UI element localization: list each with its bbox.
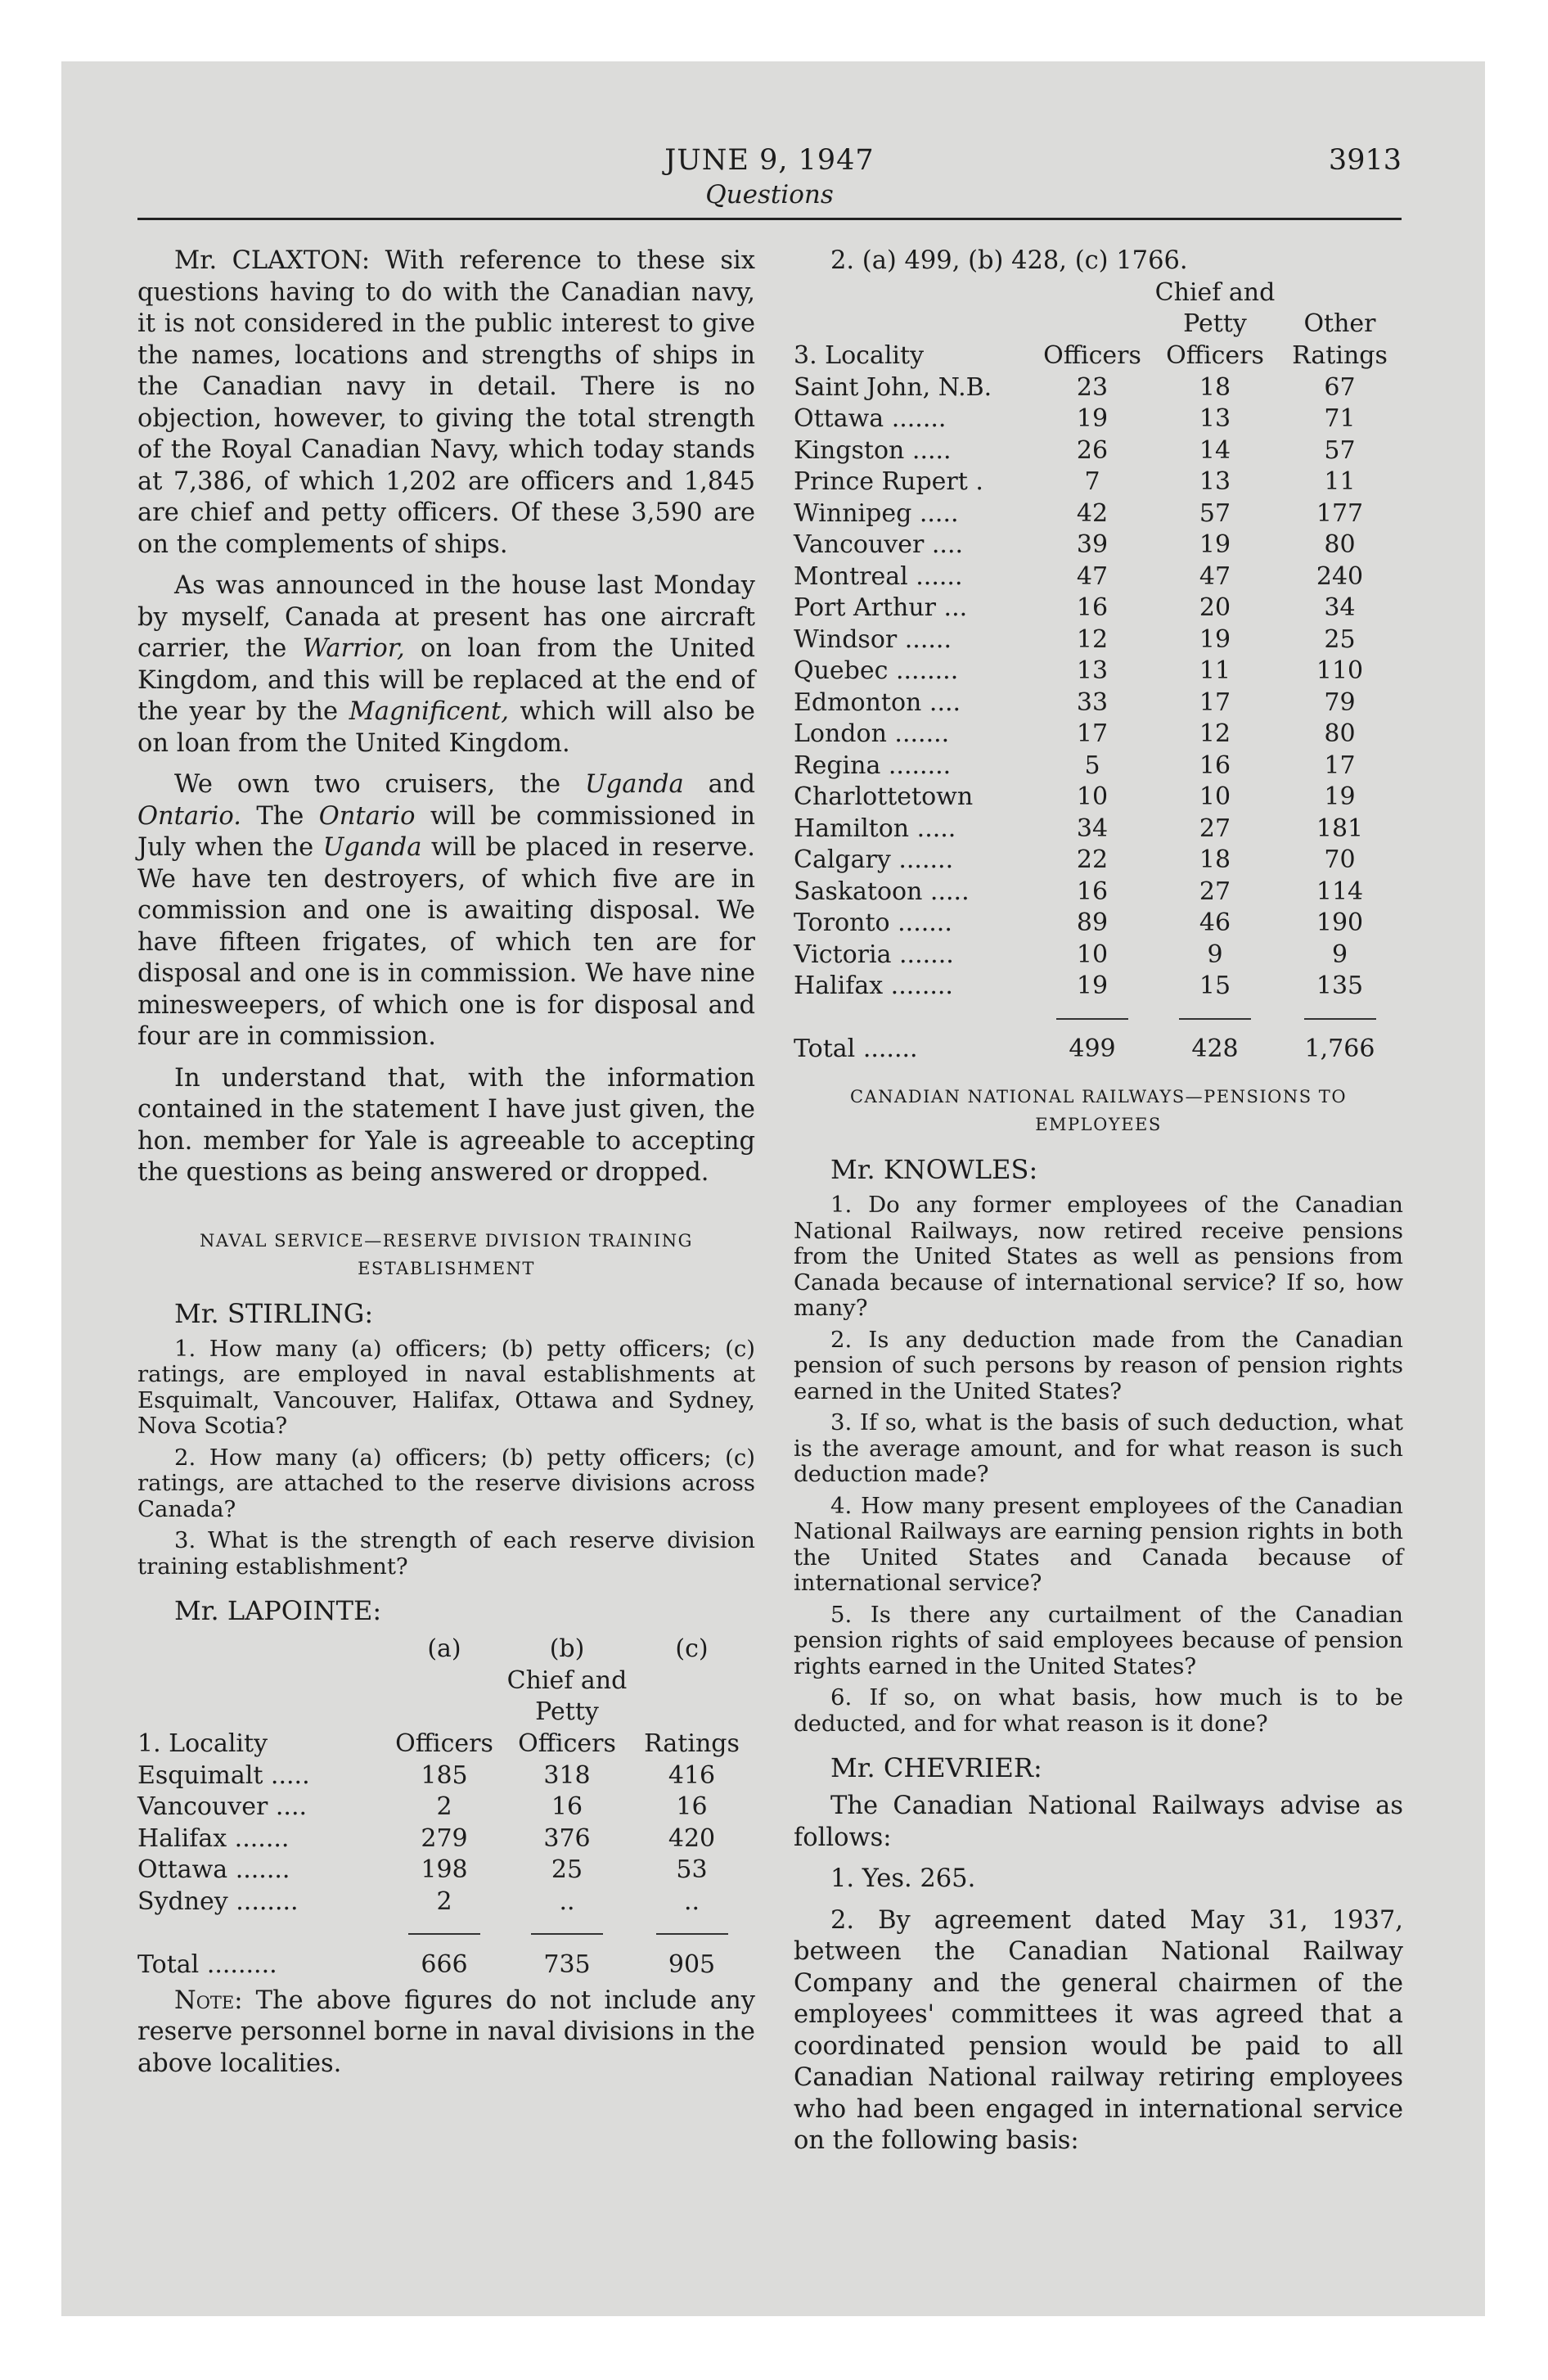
value-cell: 5	[1084, 751, 1100, 780]
value-cell: 89	[1076, 908, 1109, 938]
table-header-cell	[137, 1634, 383, 1666]
table-row	[137, 1792, 755, 1823]
chevrier-paragraph-2: 1. Yes. 265.	[830, 1864, 976, 1893]
value-cell: 19	[1199, 624, 1231, 654]
left-column	[137, 246, 755, 2089]
cnr-caption-line-2: EMPLOYEES	[1035, 1115, 1162, 1134]
table-row	[137, 1886, 755, 1918]
header-other: Other	[1303, 309, 1376, 339]
table-header-row	[794, 309, 1403, 340]
locality-cell: London .......	[794, 719, 950, 749]
text-span: will be commissioned in July when the	[137, 801, 755, 862]
value-cell: 7	[1084, 467, 1100, 497]
ship-name: Uganda	[322, 833, 422, 862]
value-cell: 17	[1324, 751, 1356, 780]
text-span: which will also be on loan from the United Kingdom.	[137, 697, 755, 758]
table-row	[794, 845, 1403, 877]
note-label: Note:	[174, 1986, 243, 2015]
rule-cell	[1031, 1002, 1154, 1034]
table-header-row	[794, 277, 1403, 309]
value-cell: 19	[1076, 404, 1109, 434]
value-cell: 25	[551, 1855, 583, 1885]
value-cell: 185	[421, 1760, 468, 1790]
table-header-cell	[1031, 309, 1154, 340]
rule-line	[1056, 1018, 1128, 1020]
table-row	[794, 498, 1403, 530]
header-officers: Officers	[1043, 340, 1141, 370]
locality-cell: Calgary .......	[794, 845, 954, 875]
value-cell: 12	[1076, 624, 1109, 654]
value-cell: 39	[1076, 530, 1109, 560]
rule-line	[1304, 1018, 1376, 1020]
value-cell: 11	[1324, 467, 1356, 497]
header-ratings: Ratings	[644, 1729, 740, 1758]
table-header-cell	[383, 1666, 506, 1697]
knowles-question-5: 5. Is there any curtailment of the Canadian pension rights of said employees because of pension rights earned in the United States?	[794, 1601, 1403, 1679]
value-cell: 80	[1324, 530, 1356, 560]
claxton-paragraph-4: In understand that, with the information contained in the statement I have just given, the hon. member for Yale is agreeable to accepting the questions as being answered or dropped.	[137, 1063, 755, 1187]
value-cell: 27	[1199, 877, 1231, 906]
reserve-division-table	[794, 277, 1403, 1066]
header-petty: Petty	[535, 1697, 599, 1727]
table-row	[794, 561, 1403, 593]
reserve-strength-table	[137, 1634, 755, 1981]
speaker-claxton: Mr. CLAXTON:	[174, 246, 371, 275]
table-header-cell	[383, 1697, 506, 1729]
value-cell: 46	[1199, 908, 1231, 938]
locality-cell: Saint John, N.B.	[794, 372, 992, 402]
locality-cell: Prince Rupert .	[794, 467, 983, 497]
total-row	[794, 1034, 1403, 1066]
rule-cell	[1154, 1002, 1276, 1034]
naval-service-caption-line-2: ESTABLISHMENT	[358, 1258, 535, 1278]
value-cell: ..	[683, 1886, 700, 1916]
rule-line	[1179, 1018, 1251, 1020]
total-row	[137, 1949, 755, 1981]
value-cell: 20	[1199, 593, 1231, 623]
table-note	[137, 1986, 755, 2080]
column-letter-a: (a)	[427, 1634, 461, 1664]
value-cell: 47	[1076, 561, 1109, 591]
value-cell: 17	[1076, 719, 1109, 749]
ship-name: Uganda	[584, 770, 684, 799]
table-header-cell	[137, 1666, 383, 1697]
value-cell: 2	[436, 1886, 452, 1916]
table-header-row	[137, 1634, 755, 1666]
value-cell: 2	[436, 1792, 452, 1822]
locality-cell: Halifax .......	[137, 1823, 290, 1853]
table-row	[794, 876, 1403, 908]
ship-name: Ontario	[318, 801, 416, 831]
answer-2: 2. (a) 499, (b) 428, (c) 1766.	[830, 246, 1188, 275]
value-cell: 18	[1199, 372, 1231, 402]
table-header-row	[137, 1729, 755, 1760]
table-row	[794, 908, 1403, 940]
right-column	[794, 246, 1403, 2167]
value-cell: 13	[1076, 656, 1109, 686]
value-cell: 110	[1316, 656, 1364, 686]
text-span: The	[241, 801, 319, 831]
locality-cell: Ottawa .......	[137, 1855, 290, 1885]
table-header-cell	[794, 277, 1031, 309]
header-date: JUNE 9, 1947	[664, 144, 875, 177]
total-value: 666	[421, 1950, 468, 1979]
header-petty-officers: Officers	[518, 1729, 616, 1758]
table-header-cell	[137, 1697, 383, 1729]
locality-cell: Regina ........	[794, 751, 952, 780]
table-row	[794, 782, 1403, 814]
locality-cell: Toronto .......	[794, 908, 952, 938]
locality-cell: Windsor ......	[794, 624, 952, 654]
value-cell: ..	[559, 1886, 575, 1916]
table-row	[794, 403, 1403, 435]
locality-cell: Winnipeg .....	[794, 498, 959, 528]
knowles-question-1: 1. Do any former employees of the Canadian National Railways, now retired receive pensions from the United States as well as pensions from Canada because of international service? If so, how many?	[794, 1192, 1403, 1321]
value-cell: 19	[1199, 530, 1231, 560]
note-text: The above figures do not include any reserve personnel borne in naval divisions in the above localities.	[137, 1986, 755, 2078]
text-span: on loan from the United Kingdom, and this will be replaced at the end of the year by the	[137, 634, 755, 726]
total-rule-row	[794, 1002, 1403, 1034]
page-number: 3913	[1328, 144, 1402, 177]
value-cell: 181	[1316, 814, 1364, 843]
value-cell: 16	[1199, 751, 1231, 780]
value-cell: 34	[1324, 593, 1356, 623]
table-row	[794, 593, 1403, 624]
locality-cell: Ottawa .......	[794, 404, 947, 434]
stirling-question-3: 3. What is the strength of each reserve division training establishment?	[137, 1527, 755, 1580]
cnr-caption-line-1: CANADIAN NATIONAL RAILWAYS—PENSIONS TO	[849, 1087, 1348, 1107]
chevrier-paragraph-3: 2. By agreement dated May 31, 1937, between the Canadian National Railway Company and the general chairmen of the employees' committees it was agreed that a coordinated pension would be paid to all Canadian National railway retiring employees who had been engaged in international service on the following basis:	[794, 1905, 1403, 2155]
claxton-paragraph-2	[137, 570, 755, 760]
column-letter-b: (b)	[549, 1634, 585, 1664]
header-petty: Petty	[1183, 309, 1247, 339]
text-span: will be placed in reserve. We have ten destroyers, of which five are in commission and one is awaiting disposal. We have fifteen frigates, of which ten are for disposal and one is in commission. We have nine minesweepers, of which one is for disposal and four are in commission.	[137, 833, 755, 1051]
table-row	[794, 719, 1403, 751]
value-cell: 416	[668, 1760, 716, 1790]
value-cell: 18	[1199, 845, 1231, 875]
value-cell: 34	[1076, 814, 1109, 843]
table-row	[794, 435, 1403, 467]
rule-cell	[506, 1918, 628, 1950]
locality-cell: Vancouver ....	[137, 1792, 308, 1822]
value-cell: 70	[1324, 845, 1356, 875]
locality-cell: Kingston .....	[794, 435, 952, 465]
value-cell: 23	[1076, 372, 1109, 402]
table-row	[794, 624, 1403, 656]
rule-line	[408, 1933, 480, 1935]
value-cell: 22	[1076, 845, 1109, 875]
value-cell: 114	[1316, 877, 1364, 906]
total-value: 735	[543, 1950, 591, 1979]
value-cell: 27	[1199, 814, 1231, 843]
locality-cell: Vancouver ....	[794, 530, 964, 560]
header-chief-and: Chief and	[506, 1666, 628, 1695]
table-row	[794, 971, 1403, 1003]
table-header-cell	[794, 309, 1031, 340]
value-cell: 9	[1207, 940, 1223, 969]
locality-cell: Esquimalt .....	[137, 1760, 310, 1790]
locality-cell: Halifax ........	[794, 971, 953, 1001]
locality-cell: Saskatoon .....	[794, 877, 970, 906]
total-value: 499	[1069, 1034, 1116, 1064]
locality-cell: Victoria .......	[794, 940, 954, 969]
speaker-lapointe: Mr. LAPOINTE:	[174, 1595, 382, 1626]
value-cell: 16	[676, 1792, 708, 1822]
value-cell: 10	[1199, 782, 1231, 812]
header-petty-officers: Officers	[1166, 340, 1264, 370]
table-row	[794, 372, 1403, 403]
value-cell: 16	[1076, 877, 1109, 906]
locality-cell: Edmonton ....	[794, 687, 961, 717]
table-header-row	[137, 1697, 755, 1729]
stirling-question-1: 1. How many (a) officers; (b) petty officers; (c) ratings, are employed in naval establishments at Esquimalt, Vancouver, Halifax, Ottawa and Sydney, Nova Scotia?	[137, 1335, 755, 1439]
value-cell: 420	[668, 1823, 716, 1853]
table-row	[794, 656, 1403, 687]
rule-cell	[794, 1002, 1031, 1034]
value-cell: 79	[1324, 687, 1356, 717]
column-letter-c: (c)	[675, 1634, 709, 1664]
rule-cell	[628, 1918, 755, 1950]
locality-cell: Port Arthur ...	[794, 593, 968, 623]
naval-service-caption-line-1: NAVAL SERVICE—RESERVE DIVISION TRAINING	[200, 1230, 693, 1251]
text-span: As was announced in the house last Monday by myself, Canada at present has one aircraft carrier, the	[137, 571, 755, 663]
table-row	[137, 1823, 755, 1855]
value-cell: 10	[1076, 782, 1109, 812]
value-cell: 135	[1316, 971, 1364, 1001]
text-span: We own two cruisers, the	[174, 770, 585, 799]
rule-line	[531, 1933, 603, 1935]
value-cell: 16	[551, 1792, 583, 1822]
text-span: and	[683, 770, 755, 799]
table-row	[794, 467, 1403, 498]
header-locality: 1. Locality	[137, 1729, 268, 1758]
total-value: 1,766	[1304, 1034, 1375, 1064]
speaker-stirling: Mr. STIRLING:	[174, 1297, 374, 1329]
value-cell: 42	[1076, 498, 1109, 528]
value-cell: 47	[1199, 561, 1231, 591]
speaker-knowles: Mr. KNOWLES:	[830, 1154, 1038, 1185]
value-cell: 26	[1076, 435, 1109, 465]
value-cell: 33	[1076, 687, 1109, 717]
value-cell: 13	[1199, 467, 1231, 497]
value-cell: 190	[1316, 908, 1364, 938]
total-label: Total .......	[794, 1034, 918, 1064]
table-row	[137, 1760, 755, 1792]
table-row	[794, 939, 1403, 971]
table-header-cell	[628, 1697, 755, 1729]
table-row	[794, 813, 1403, 845]
header-chief-and: Chief and	[1154, 277, 1276, 307]
ship-name: Ontario.	[137, 801, 241, 831]
locality-cell: Sydney ........	[137, 1886, 299, 1916]
locality-cell: Charlottetown	[794, 782, 974, 812]
header-section: Questions	[705, 180, 834, 210]
total-rule-row	[137, 1918, 755, 1950]
table-row	[794, 530, 1403, 561]
ship-name: Warrior,	[302, 634, 405, 663]
value-cell: 80	[1324, 719, 1356, 749]
knowles-question-6: 6. If so, on what basis, how much is to be deducted, and for what reason is it done?	[794, 1684, 1403, 1737]
value-cell: 57	[1324, 435, 1356, 465]
header-rule	[137, 218, 1402, 220]
total-label: Total .........	[137, 1950, 277, 1979]
value-cell: 279	[421, 1823, 468, 1853]
value-cell: 318	[543, 1760, 591, 1790]
total-value: 905	[668, 1950, 716, 1979]
header-ratings: Ratings	[1292, 340, 1388, 370]
value-cell: 71	[1324, 404, 1356, 434]
value-cell: 177	[1316, 498, 1364, 528]
value-cell: 11	[1199, 656, 1231, 686]
value-cell: 13	[1199, 404, 1231, 434]
header-locality: 3. Locality	[794, 340, 925, 370]
knowles-question-2: 2. Is any deduction made from the Canadian pension of such persons by reason of pension rights earned in the United States?	[794, 1326, 1403, 1404]
table-header-cell	[1276, 277, 1403, 309]
rule-line	[656, 1933, 728, 1935]
value-cell: 19	[1324, 782, 1356, 812]
stirling-question-2: 2. How many (a) officers; (b) petty officers; (c) ratings, are attached to the reserve divisions across Canada?	[137, 1444, 755, 1522]
table-body	[137, 1760, 755, 1981]
knowles-question-4: 4. How many present employees of the Canadian National Railways are earning pension rights in both the United States and Canada because of international service?	[794, 1492, 1403, 1596]
value-cell: 12	[1199, 719, 1231, 749]
table-row	[137, 1855, 755, 1886]
table-header-row	[137, 1666, 755, 1697]
ship-name: Magnificent,	[349, 697, 509, 726]
table-row	[794, 687, 1403, 719]
value-cell: 17	[1199, 687, 1231, 717]
value-cell: 240	[1316, 561, 1364, 591]
table-header-cell	[628, 1666, 755, 1697]
value-cell: 14	[1199, 435, 1231, 465]
value-cell: 9	[1331, 940, 1348, 969]
speaker-chevrier: Mr. CHEVRIER:	[830, 1752, 1042, 1783]
total-value: 428	[1191, 1034, 1239, 1064]
value-cell: 19	[1076, 971, 1109, 1001]
value-cell: 67	[1324, 372, 1356, 402]
chevrier-paragraph-1: The Canadian National Railways advise as follows:	[794, 1792, 1403, 1852]
value-cell: 376	[543, 1823, 591, 1853]
value-cell: 15	[1199, 971, 1231, 1001]
value-cell: 57	[1199, 498, 1231, 528]
table-header-row	[794, 340, 1403, 372]
rule-cell	[383, 1918, 506, 1950]
value-cell: 25	[1324, 624, 1356, 654]
rule-cell	[137, 1918, 383, 1950]
table-body	[794, 372, 1403, 1065]
locality-cell: Quebec ........	[794, 656, 959, 686]
value-cell: 198	[421, 1855, 468, 1885]
value-cell: 16	[1076, 593, 1109, 623]
claxton-paragraph-3	[137, 769, 755, 1053]
claxton-text-1: With reference to these six questions having to do with the Canadian navy, it is not considered in the public interest to give the names, locations and strengths of ships in the Canadian navy in detail. There is no objection, however, to giving the total strength of the Royal Canadian Navy, which today stands at 7,386, of which 1,202 are officers and 1,845 are chief and petty officers. Of these 3,590 are on the complements of ships.	[137, 246, 755, 559]
value-cell: 10	[1076, 940, 1109, 969]
rule-cell	[1276, 1002, 1403, 1034]
knowles-question-3: 3. If so, what is the basis of such deduction, what is the average amount, and for what reason is such deduction made?	[794, 1409, 1403, 1487]
claxton-paragraph-1	[137, 246, 755, 561]
header-officers: Officers	[395, 1729, 493, 1758]
table-row	[794, 750, 1403, 782]
locality-cell: Montreal ......	[794, 561, 963, 591]
value-cell: 53	[676, 1855, 708, 1885]
table-header-cell	[1031, 277, 1154, 309]
locality-cell: Hamilton .....	[794, 814, 956, 843]
page-header	[137, 137, 1402, 219]
